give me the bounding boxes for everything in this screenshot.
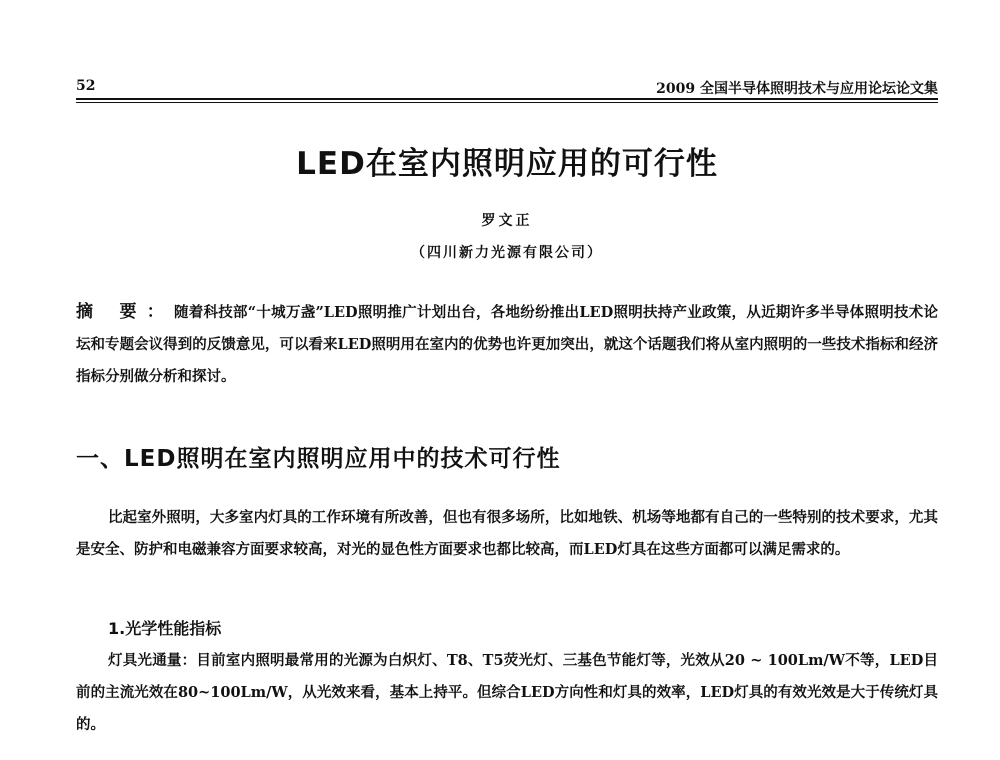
- header-rule-thick: [76, 98, 938, 100]
- body-paragraph-2: 灯具光通量：目前室内照明最常用的光源为白炽灯、T8、T5荧光灯、三基色节能灯等，光效从20 ~ 100Lm/W不等，LED目前的主流光效在80~100Lm/W，从光效来看，基本上持平。但综合LED方向性和灯具的效率，LED灯具的有效光效是大于传统灯具的。: [76, 652, 938, 733]
- section-heading: 一、LED照明在室内照明应用中的技术可行性: [76, 446, 561, 472]
- author-affiliation: （四川新力光源有限公司）: [411, 245, 603, 261]
- page-number: 52: [76, 78, 96, 94]
- running-header: [76, 74, 938, 98]
- abstract: [76, 296, 938, 393]
- abstract-label: 摘 要：: [76, 302, 174, 322]
- journal-title: 2009 全国半导体照明技术与应用论坛论文集: [656, 81, 938, 97]
- abstract-text: 随着科技部“十城万盏”LED照明推广计划出台，各地纷纷推出LED照明扶持产业政策，从近期许多半导体照明技术论坛和专题会议得到的反馈意见，可以看来LED照明用在室内的优势也许更加突出，就这个话题我们将从室内照明的一些技术指标和经济指标分别做分析和探讨。: [76, 304, 938, 385]
- paper-title: LED在室内照明应用的可行性: [296, 146, 718, 182]
- header-rule-thin: [76, 102, 938, 103]
- body-paragraph-1: 比起室外照明，大多室内灯具的工作环境有所改善，但也有很多场所，比如地铁、机场等地都有自己的一些特别的技术要求，尤其是安全、防护和电磁兼容方面要求较高，对光的显色性方面要求也都比较高，而LED灯具在这些方面都可以满足需求的。: [76, 509, 938, 558]
- subsection-heading: 1.光学性能指标: [108, 619, 222, 638]
- author-name: 罗文正: [481, 213, 533, 229]
